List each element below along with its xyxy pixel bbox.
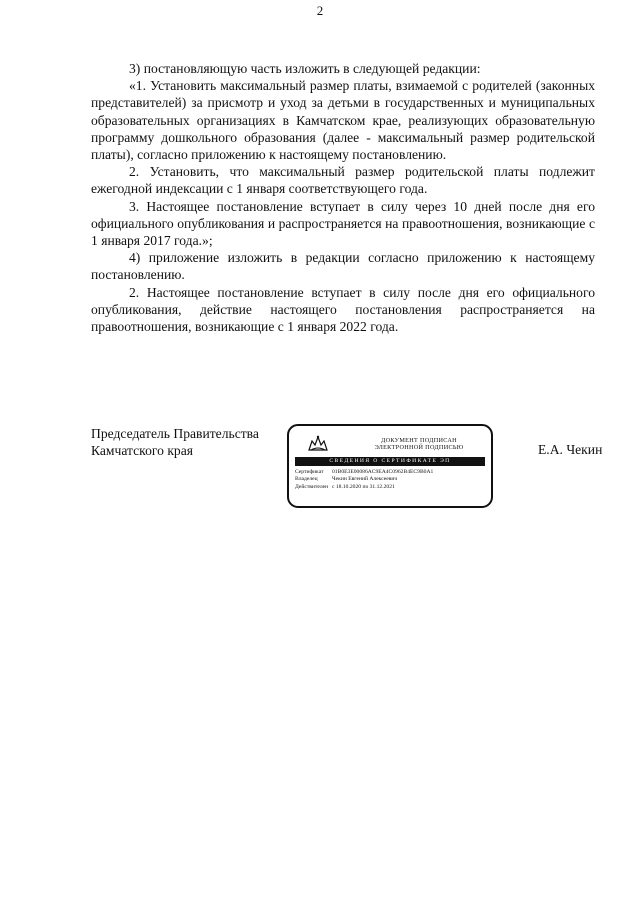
validity-row bbox=[295, 484, 489, 491]
certificate-value: 01B0E3E00086AC9EA4C0962B4EC9B0A1 bbox=[332, 469, 434, 475]
signatory-name: Е.А. Чекин bbox=[538, 442, 603, 457]
position-line: Председатель Правительства bbox=[91, 426, 259, 441]
coat-of-arms-icon bbox=[307, 434, 329, 452]
owner-row bbox=[295, 476, 489, 483]
validity-value: с 18.10.2020 по 31.12.2021 bbox=[332, 483, 395, 490]
stamp-title bbox=[349, 437, 489, 451]
document-body bbox=[91, 60, 595, 335]
electronic-signature-stamp bbox=[287, 424, 493, 508]
paragraph: 3) постановляющую часть изложить в следующей редакции: bbox=[129, 61, 481, 76]
paragraph: 4) приложение изложить в редакции согласно приложению к настоящему постановлению. bbox=[91, 250, 595, 283]
paragraph: 3. Настоящее постановление вступает в силу через 10 дней после дня его официального опубликования и распространяется на правоотношения, возникающие с 1 января 2017 года.»; bbox=[91, 198, 595, 249]
page-number: 2 bbox=[316, 3, 324, 18]
stamp-details bbox=[295, 469, 489, 491]
owner-value: Чекин Евгений Алексеевич bbox=[332, 476, 398, 483]
paragraph: 2. Настоящее постановление вступает в силу после дня его официального опубликования, действие настоящего постановления распространяется на правоотношения, возникающие с 1 января 2022 года. bbox=[91, 284, 595, 335]
paragraph: 2. Установить, что максимальный размер родительской платы подлежит ежегодной индексации с 1 января соответствующего года. bbox=[91, 164, 595, 197]
owner-label: Владелец bbox=[295, 476, 318, 483]
position-line: Камчатского края bbox=[91, 443, 194, 459]
stamp-bar: СВЕДЕНИЯ О СЕРТИФИКАТЕ ЭП bbox=[295, 457, 485, 466]
signatory-position bbox=[91, 425, 259, 459]
paragraph: «1. Установить максимальный размер платы, взимаемой с родителей (законных представителей) за присмотр и уход за детьми в государственных и муниципальных образовательных организациях в Камчатском крае, реализующих образовательную программу дошкольного образования (далее - максимальный размер родительской платы), согласно приложению к настоящему постановлению. bbox=[91, 78, 595, 163]
stamp-title-line: ЭЛЕКТРОННОЙ ПОДПИСЬЮ bbox=[374, 444, 464, 451]
validity-label: Действителен bbox=[295, 483, 329, 490]
stamp-title-line: ДОКУМЕНТ ПОДПИСАН bbox=[381, 437, 457, 444]
certificate-label: Сертификат bbox=[295, 469, 324, 475]
